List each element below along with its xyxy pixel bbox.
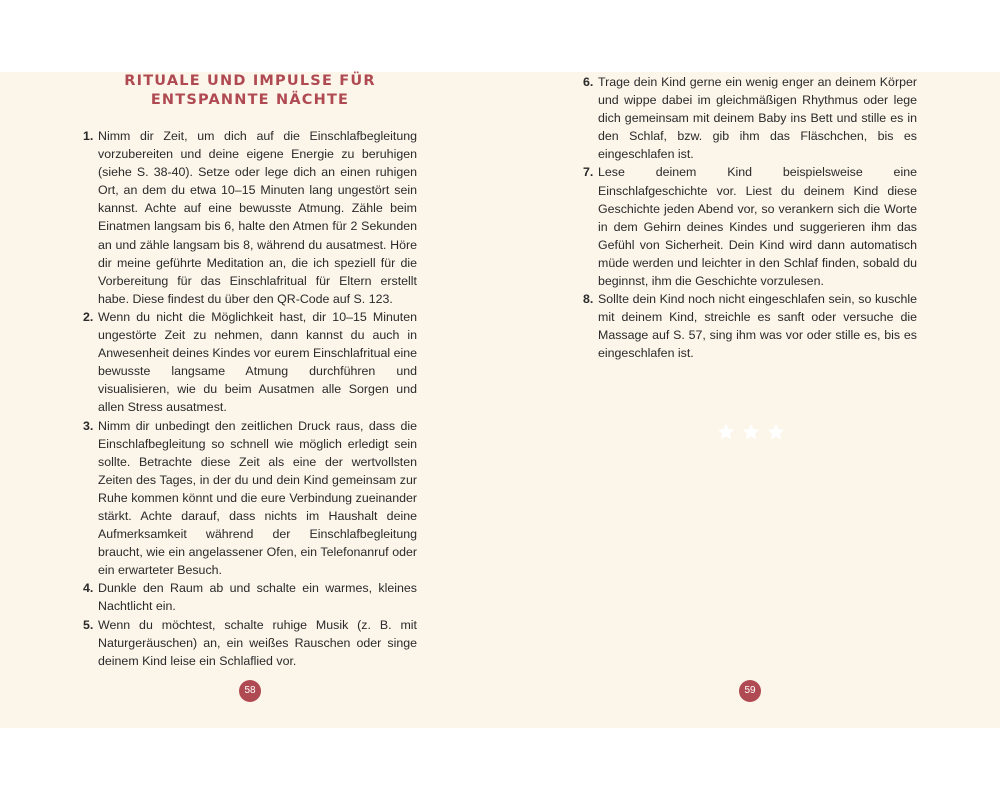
star-ornament <box>715 422 787 442</box>
item-number: 4. <box>83 581 94 596</box>
page-title <box>100 72 400 110</box>
list-item <box>583 163 917 290</box>
item-text: Lese deinem Kind beispielsweise eine Einschlafgeschichte vor. Liest du deinem Kind diese Geschichte jeden Abend vor, so verankern sich die Worte in dem Gehirn deines Kindes und suggerieren ihm das Gefühl von Sicherheit. Dein Kind wird dann automatisch müde werden und leichter in den Schlaf finden, sobald du beginnst, ihm die Geschichte vorzulesen. <box>598 165 917 289</box>
item-number: 5. <box>83 617 94 632</box>
item-text: Nimm dir Zeit, um dich auf die Einschlafbegleitung vorzubereiten und deine eigene Energie zu beruhigen (siehe S. 38-40). Setze oder lege dich an einen ruhigen Ort, an dem du etwa 10–15 Minuten lang ungestört sein kannst. Achte auf eine bewusste Atmung. Zähle beim Einatmen langsam bis 6, halte den Atmen für 2 Sekunden an und zähle langsam bis 8, während du ausatmest. Höre dir meine geführte Meditation an, die ich speziell für die Vorbereitung für das Einschlafritual für Eltern erstellt habe. Diese findest du über den QR-Code auf S. 123. <box>98 129 417 306</box>
ritual-list-right <box>583 73 917 363</box>
title-line-1: RITUALE UND IMPULSE FÜR <box>124 73 376 89</box>
right-page <box>500 72 1000 728</box>
item-text: Dunkle den Raum ab und schalte ein warmes, kleines Nachtlicht ein. <box>98 581 417 614</box>
left-page <box>0 72 500 728</box>
book-spread <box>0 72 1000 728</box>
list-item <box>83 308 417 417</box>
star-icon <box>715 422 737 442</box>
list-item <box>83 616 417 670</box>
item-text: Wenn du möchtest, schalte ruhige Musik (z. B. mit Naturgeräuschen) an, ein weißes Rauschen oder singe deinem Kind leise ein Schlaflied vor. <box>98 617 417 668</box>
page-number-right: 59 <box>739 680 761 702</box>
item-text: Wenn du nicht die Möglichkeit hast, dir 10–15 Minuten ungestörte Zeit zu nehmen, dann kannst du auch in Anwesenheit deines Kindes vor eurem Einschlafritual eine bewusste langsame Atmung durchführen und visualisieren, wie du beim Ausatmen alle Sorgen und allen Stress ausatmest. <box>98 309 417 415</box>
item-number: 6. <box>583 75 594 89</box>
item-number: 8. <box>583 292 594 307</box>
star-icon <box>765 422 787 442</box>
list-item <box>83 127 417 308</box>
list-item <box>583 290 917 362</box>
item-text: Sollte dein Kind noch nicht eingeschlafen sein, so kuschle mit deinem Kind, streichle es sanft oder versuche die Massage auf S. 57, sing ihm was vor oder stille es, bis es eingeschlafen ist. <box>598 292 917 361</box>
list-item <box>583 73 917 163</box>
ritual-list-left <box>83 127 417 670</box>
item-number: 2. <box>83 309 94 324</box>
title-line-2: ENTSPANNTE NÄCHTE <box>150 92 350 108</box>
item-number: 3. <box>83 418 94 433</box>
item-text: Nimm dir unbedingt den zeitlichen Druck raus, dass die Einschlafbegleitung so schnell wie möglich erledigt sein sollte. Betrachte diese Zeit als eine der wertvollsten Zeiten des Tages, in der du und dein Kind gemeinsam zur Ruhe kommen könnt und die eure Verbindung zueinander stärkt. Achte darauf, dass nichts im Haushalt deine Aufmerksamkeit während der Einschlafbegleitung braucht, wie ein angelassener Ofen, ein Telefonanruf oder ein erwarteter Besuch. <box>98 418 417 578</box>
page-number-left: 58 <box>239 680 261 702</box>
list-item <box>83 417 417 580</box>
item-number: 1. <box>83 129 94 143</box>
star-icon <box>740 422 762 442</box>
item-number: 7. <box>583 165 594 180</box>
item-text: Trage dein Kind gerne ein wenig enger an deinem Körper und wippe dabei im gleichmäßigen Rhythmus oder lege dich gemeinsam mit deinem Baby ins Bett und stille es in den Schlaf, bzw. gib ihm das Fläschchen, bis es eingeschlafen ist. <box>598 75 917 162</box>
list-item <box>83 579 417 615</box>
